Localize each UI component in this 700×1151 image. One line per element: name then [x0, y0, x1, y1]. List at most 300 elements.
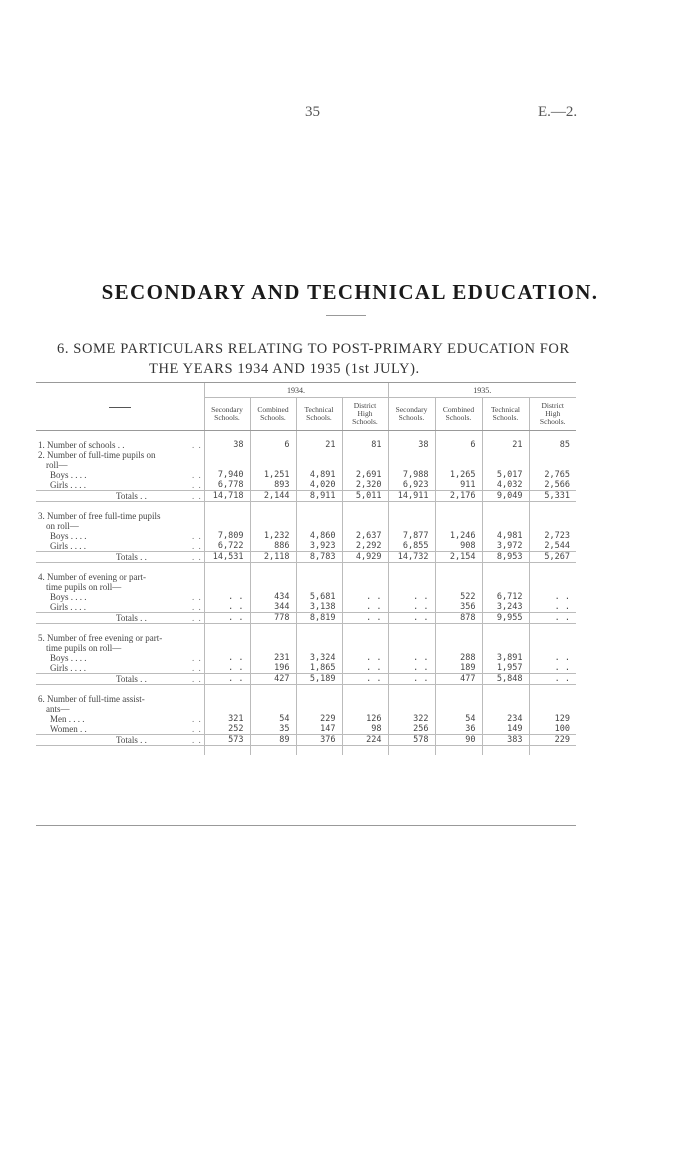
row-label: 2. Number of full-time pupils on: [38, 450, 156, 460]
table-cell: 231: [250, 653, 296, 663]
table-cell: 14,531: [204, 552, 250, 563]
table-cell: 3,972: [482, 541, 529, 552]
column-header-line: Combined: [442, 405, 475, 414]
table-cell: [482, 460, 529, 470]
table-cell: 14,911: [388, 491, 435, 502]
table-cell: 85: [529, 440, 576, 450]
row-leader-dots: [192, 511, 204, 521]
row-leader-dots: . .: [192, 602, 202, 612]
table-cell: 356: [435, 602, 482, 613]
table-cell: 256: [388, 724, 435, 735]
table-cell: 21: [482, 440, 529, 450]
table-cell: 2,320: [342, 480, 388, 491]
table-cell: 573: [204, 735, 250, 746]
table-cell: [482, 572, 529, 582]
table-cell: [388, 450, 435, 460]
table-cell: . .: [204, 613, 250, 624]
document-reference: E.—2.: [538, 104, 578, 120]
table-cell: [296, 450, 342, 460]
table-cell: 3,923: [296, 541, 342, 552]
stub-heading-cell: [36, 383, 204, 431]
table-cell: [388, 511, 435, 521]
row-leader-dots: . .: [192, 552, 204, 563]
column-header-line: District: [541, 401, 564, 410]
table-cell: [529, 521, 576, 531]
table-row: [36, 470, 576, 480]
table-cell: . .: [529, 602, 576, 613]
row-label: Totals . .: [36, 613, 192, 624]
table-cell: 376: [296, 735, 342, 746]
row-label: on roll—: [46, 521, 79, 531]
table-cell: 2,637: [342, 531, 388, 541]
table-cell: 7,877: [388, 531, 435, 541]
table-cell: 321: [204, 714, 250, 724]
table-cell: [482, 643, 529, 653]
table-cell: [529, 450, 576, 460]
table-cell: 8,819: [296, 613, 342, 624]
table-row: [36, 724, 576, 735]
column-header: [482, 398, 529, 431]
table-cell: [296, 521, 342, 531]
table-cell: 383: [482, 735, 529, 746]
table-cell: [529, 704, 576, 714]
year-1934-header: 1934.: [204, 383, 388, 398]
row-label: Boys . . . .: [50, 653, 87, 663]
table-cell: 1,251: [250, 470, 296, 480]
row-leader-dots: . .: [192, 653, 202, 663]
table-cell: 5,011: [342, 491, 388, 502]
table-cell: 4,032: [482, 480, 529, 491]
table-cell: 6,712: [482, 592, 529, 602]
table-cell: 3,138: [296, 602, 342, 613]
table-cell: [204, 582, 250, 592]
table-cell: [296, 694, 342, 704]
title-divider: [326, 315, 366, 316]
table-cell: 229: [529, 735, 576, 746]
table-cell: [342, 582, 388, 592]
year-1935-header: 1935.: [388, 383, 576, 398]
table-cell: [342, 521, 388, 531]
table-bottom-rule: [36, 825, 576, 826]
table-cell: 81: [342, 440, 388, 450]
table-cell: [435, 582, 482, 592]
table-cell: 7,940: [204, 470, 250, 480]
table-row: [36, 592, 576, 602]
table-cell: [342, 704, 388, 714]
table-cell: [250, 704, 296, 714]
table-cell: . .: [388, 592, 435, 602]
table-cell: [250, 450, 296, 460]
table-cell: [529, 460, 576, 470]
table-cell: . .: [529, 663, 576, 674]
column-header-line: Schools.: [214, 413, 240, 422]
row-leader-dots: [192, 460, 204, 470]
table-cell: 911: [435, 480, 482, 491]
table-cell: [435, 694, 482, 704]
table-cell: 100: [529, 724, 576, 735]
row-label: ants—: [46, 704, 70, 714]
table-cell: 2,176: [435, 491, 482, 502]
row-leader-dots: . .: [192, 714, 202, 724]
table-cell: 6,722: [204, 541, 250, 552]
table-cell: [204, 460, 250, 470]
table-cell: 7,988: [388, 470, 435, 480]
row-label: Totals . .: [36, 674, 192, 685]
table-cell: 878: [435, 613, 482, 624]
row-label: Boys . . . .: [50, 531, 87, 541]
column-header: [435, 398, 482, 431]
table-cell: 434: [250, 592, 296, 602]
table-cell: 7,809: [204, 531, 250, 541]
table-cell: 90: [435, 735, 482, 746]
column-header-line: District: [353, 401, 377, 410]
row-leader-dots: [192, 643, 204, 653]
table-cell: 234: [482, 714, 529, 724]
table-caption-line-1: 6. SOME PARTICULARS RELATING TO POST-PRIMARY EDUCATION FOR: [57, 341, 570, 357]
totals-row: [36, 735, 576, 746]
table-cell: [250, 521, 296, 531]
table-cell: [204, 633, 250, 643]
table-row: [36, 480, 576, 491]
table-cell: 5,848: [482, 674, 529, 685]
column-header-line: Schools.: [352, 417, 378, 426]
table-cell: [529, 643, 576, 653]
table-cell: 196: [250, 663, 296, 674]
table-cell: [296, 704, 342, 714]
table-cell: [388, 521, 435, 531]
table-cell: . .: [529, 674, 576, 685]
statistics-table: [36, 382, 576, 755]
table-cell: [482, 582, 529, 592]
column-header-line: Schools.: [539, 417, 566, 426]
table-cell: [482, 694, 529, 704]
row-label: Girls . . . .: [50, 663, 86, 673]
table-cell: 3,891: [482, 653, 529, 663]
table-cell: 14,732: [388, 552, 435, 563]
table-cell: [342, 511, 388, 521]
row-leader-dots: [192, 582, 204, 592]
table-cell: [342, 450, 388, 460]
table-cell: [482, 511, 529, 521]
table-cell: . .: [529, 592, 576, 602]
row-leader-dots: [192, 521, 204, 531]
table-cell: . .: [529, 653, 576, 663]
table-cell: [342, 694, 388, 704]
table-cell: 427: [250, 674, 296, 685]
table-cell: [435, 704, 482, 714]
row-label: Women . .: [50, 724, 87, 734]
table-cell: 3,243: [482, 602, 529, 613]
table-cell: [296, 643, 342, 653]
table-cell: 1,246: [435, 531, 482, 541]
column-header-line: Combined: [257, 405, 289, 414]
table-cell: 4,981: [482, 531, 529, 541]
table-cell: 778: [250, 613, 296, 624]
table-cell: [296, 460, 342, 470]
column-header-line: Secondary: [211, 405, 243, 414]
table-cell: . .: [342, 592, 388, 602]
column-header-line: Schools.: [492, 413, 519, 422]
table-row: [36, 531, 576, 541]
table-cell: 522: [435, 592, 482, 602]
row-leader-dots: [192, 633, 204, 643]
table-cell: 578: [388, 735, 435, 746]
row-label: 5. Number of free evening or part-: [38, 633, 163, 643]
table-cell: 893: [250, 480, 296, 491]
table-cell: . .: [388, 663, 435, 674]
row-label: 6. Number of full-time assist-: [38, 694, 145, 704]
table-cell: . .: [388, 674, 435, 685]
column-header: [388, 398, 435, 431]
table-cell: 54: [250, 714, 296, 724]
row-label: Girls . . . .: [50, 541, 86, 551]
totals-row: [36, 491, 576, 502]
column-header-line: Schools.: [306, 413, 332, 422]
column-header-line: Schools.: [445, 413, 472, 422]
table-cell: [204, 511, 250, 521]
table-cell: 2,691: [342, 470, 388, 480]
table-cell: [342, 643, 388, 653]
table-cell: [204, 704, 250, 714]
table-cell: [482, 704, 529, 714]
row-leader-dots: . .: [192, 541, 202, 551]
table-cell: 908: [435, 541, 482, 552]
table-cell: . .: [529, 613, 576, 624]
table-cell: 1,865: [296, 663, 342, 674]
table-cell: [388, 704, 435, 714]
column-header: [342, 398, 388, 431]
table-cell: 224: [342, 735, 388, 746]
table-row: [36, 643, 576, 653]
table-cell: [342, 460, 388, 470]
row-leader-dots: . .: [192, 613, 204, 624]
table-cell: 5,331: [529, 491, 576, 502]
table-cell: 189: [435, 663, 482, 674]
table-cell: 6,778: [204, 480, 250, 491]
table-row: [36, 633, 576, 643]
table-cell: 2,544: [529, 541, 576, 552]
table-cell: . .: [204, 602, 250, 613]
table-cell: [250, 582, 296, 592]
row-label: Boys . . . .: [50, 592, 87, 602]
table-cell: 1,265: [435, 470, 482, 480]
table-cell: 36: [435, 724, 482, 735]
row-leader-dots: . .: [192, 531, 202, 541]
column-header-line: Schools.: [398, 413, 425, 422]
column-header-line: Secondary: [395, 405, 428, 414]
row-leader-dots: . .: [192, 724, 202, 734]
table-cell: [388, 572, 435, 582]
table-cell: [342, 633, 388, 643]
page-title: SECONDARY AND TECHNICAL EDUCATION.: [101, 280, 599, 304]
table-cell: . .: [388, 653, 435, 663]
table-cell: 35: [250, 724, 296, 735]
table-cell: 344: [250, 602, 296, 613]
table-cell: [296, 582, 342, 592]
table-cell: . .: [204, 674, 250, 685]
table-cell: [388, 633, 435, 643]
table-cell: [529, 572, 576, 582]
table-cell: . .: [204, 653, 250, 663]
table-cell: [435, 572, 482, 582]
table-row: [36, 460, 576, 470]
table-cell: . .: [388, 602, 435, 613]
table-cell: . .: [342, 663, 388, 674]
table-cell: 229: [296, 714, 342, 724]
table-row: [36, 582, 576, 592]
row-label: time pupils on roll—: [46, 582, 122, 592]
table-cell: 38: [204, 440, 250, 450]
table-cell: [435, 460, 482, 470]
table-row: [36, 704, 576, 714]
column-header-line: High: [545, 409, 561, 418]
table-cell: [435, 450, 482, 460]
table-cell: [342, 572, 388, 582]
row-label: roll—: [46, 460, 68, 470]
row-leader-dots: [192, 694, 204, 704]
row-label: Boys . . . .: [50, 470, 87, 480]
table-cell: [250, 643, 296, 653]
table-cell: 147: [296, 724, 342, 735]
table-cell: [204, 450, 250, 460]
table-row: [36, 511, 576, 521]
table-cell: 8,783: [296, 552, 342, 563]
table-caption: [57, 339, 587, 379]
table-cell: [529, 694, 576, 704]
table-cell: [435, 511, 482, 521]
column-header: [529, 398, 576, 431]
table-cell: 1,957: [482, 663, 529, 674]
table-cell: [250, 572, 296, 582]
table-cell: 2,118: [250, 552, 296, 563]
table-cell: [204, 572, 250, 582]
table-cell: 2,566: [529, 480, 576, 491]
table-cell: 4,891: [296, 470, 342, 480]
row-label: 1. Number of schools . .: [38, 440, 125, 450]
table-row: [36, 602, 576, 613]
row-leader-dots: [192, 704, 204, 714]
totals-row: [36, 674, 576, 685]
table-cell: [388, 643, 435, 653]
table-cell: 2,723: [529, 531, 576, 541]
table-cell: [250, 694, 296, 704]
table-cell: 126: [342, 714, 388, 724]
page-number: 35: [305, 104, 320, 120]
row-label: Totals . .: [36, 735, 192, 746]
table-cell: 6,923: [388, 480, 435, 491]
row-label: Totals . .: [36, 552, 192, 563]
row-leader-dots: . .: [192, 480, 202, 490]
table-cell: [529, 582, 576, 592]
table-cell: [435, 643, 482, 653]
totals-row: [36, 613, 576, 624]
table-cell: [529, 511, 576, 521]
table-cell: [296, 633, 342, 643]
table-cell: 4,020: [296, 480, 342, 491]
totals-row: [36, 552, 576, 563]
table-row: [36, 450, 576, 460]
table-cell: [435, 521, 482, 531]
table-cell: 5,681: [296, 592, 342, 602]
table-row: [36, 572, 576, 582]
table-cell: [296, 511, 342, 521]
table-cell: [250, 633, 296, 643]
column-header-line: Schools.: [260, 413, 286, 422]
table-cell: 6: [435, 440, 482, 450]
table-cell: 477: [435, 674, 482, 685]
table-row: [36, 521, 576, 531]
row-leader-dots: . .: [192, 470, 202, 480]
column-header: [296, 398, 342, 431]
table-cell: 4,860: [296, 531, 342, 541]
table-cell: 9,955: [482, 613, 529, 624]
table-cell: . .: [342, 674, 388, 685]
column-header-line: Technical: [304, 405, 334, 414]
table-cell: [388, 582, 435, 592]
table-cell: . .: [204, 663, 250, 674]
table-cell: 38: [388, 440, 435, 450]
table-cell: 98: [342, 724, 388, 735]
row-leader-dots: . .: [192, 663, 202, 673]
row-label: Men . . . .: [50, 714, 85, 724]
table-cell: 129: [529, 714, 576, 724]
table-cell: [529, 633, 576, 643]
table-cell: . .: [342, 653, 388, 663]
row-label: 4. Number of evening or part-: [38, 572, 146, 582]
row-leader-dots: [192, 572, 204, 582]
table-cell: . .: [204, 592, 250, 602]
table-row: [36, 714, 576, 724]
table-cell: 5,267: [529, 552, 576, 563]
row-label: 3. Number of free full-time pupils: [38, 511, 161, 521]
column-header: [250, 398, 296, 431]
table-cell: 2,154: [435, 552, 482, 563]
column-header-line: High: [357, 409, 373, 418]
table-cell: 252: [204, 724, 250, 735]
table-cell: [204, 643, 250, 653]
table-cell: [250, 511, 296, 521]
table-cell: . .: [388, 613, 435, 624]
table-cell: 89: [250, 735, 296, 746]
row-label: Girls . . . .: [50, 602, 86, 612]
table-cell: [388, 694, 435, 704]
table-cell: 54: [435, 714, 482, 724]
table-cell: [250, 460, 296, 470]
table-row: [36, 541, 576, 552]
table-cell: [204, 694, 250, 704]
table-cell: 9,049: [482, 491, 529, 502]
table-cell: [482, 521, 529, 531]
table-cell: 2,765: [529, 470, 576, 480]
table-cell: [388, 460, 435, 470]
table-cell: 14,718: [204, 491, 250, 502]
table-cell: 5,189: [296, 674, 342, 685]
table-cell: 288: [435, 653, 482, 663]
table-cell: 21: [296, 440, 342, 450]
row-leader-dots: . .: [192, 674, 204, 685]
table-cell: 149: [482, 724, 529, 735]
column-header: [204, 398, 250, 431]
table-row: [36, 440, 576, 450]
table-row: [36, 694, 576, 704]
table-cell: [296, 572, 342, 582]
row-leader-dots: . .: [192, 735, 204, 746]
table-cell: [204, 521, 250, 531]
row-label: Girls . . . .: [50, 480, 86, 490]
table-cell: 4,929: [342, 552, 388, 563]
column-header-line: Technical: [490, 405, 521, 414]
table-cell: 8,911: [296, 491, 342, 502]
